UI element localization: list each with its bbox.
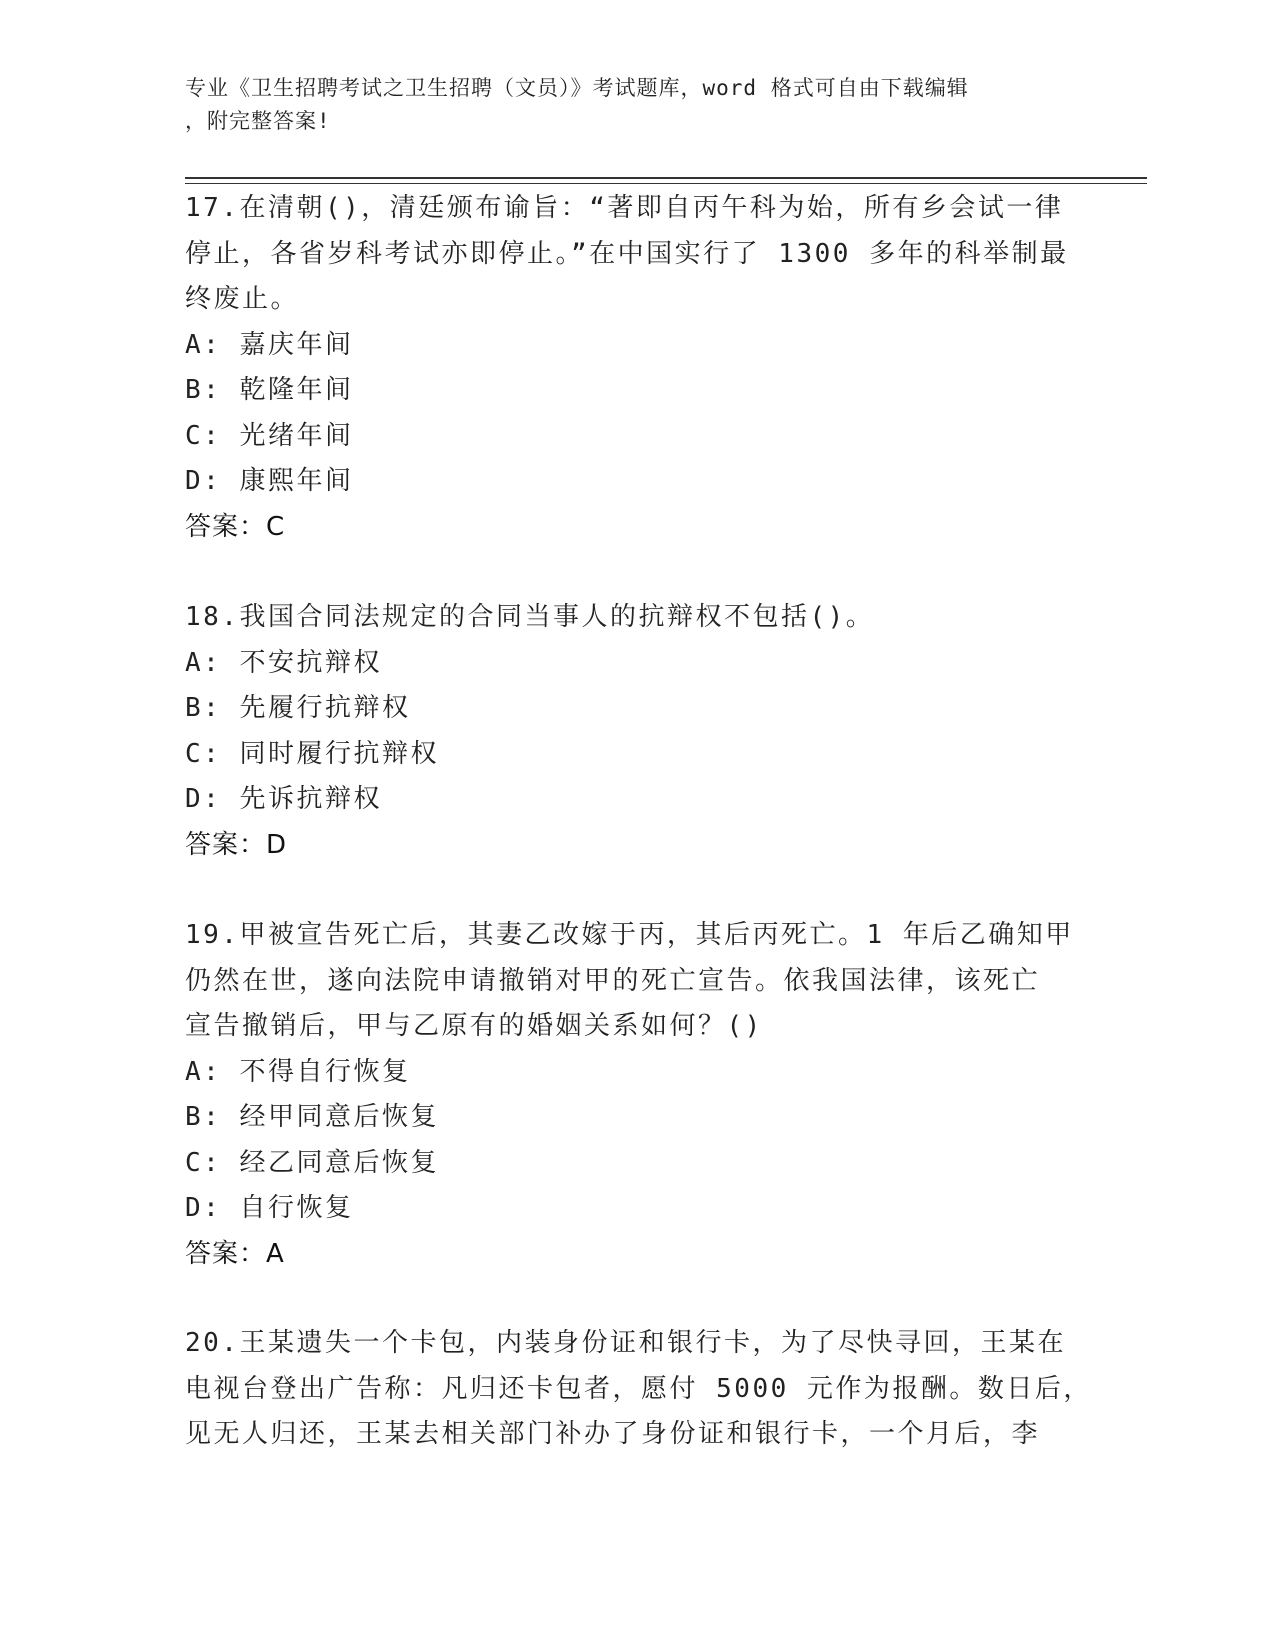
option-c: C: 同时履行抗辩权 bbox=[185, 738, 439, 769]
question-18 bbox=[185, 595, 874, 868]
question-text-line: 20.王某遗失一个卡包，内装身份证和银行卡，为了尽快寻回，王某在 bbox=[185, 1328, 1066, 1358]
option-a: A: 不得自行恢复 bbox=[185, 1056, 411, 1087]
question-text-line: 19.甲被宣告死亡后，其妻乙改嫁于丙，其后丙死亡。1 年后乙确知甲 bbox=[185, 920, 1074, 950]
question-text-line: 仍然在世，遂向法院申请撤销对甲的死亡宣告。依我国法律，该死亡 bbox=[185, 965, 1041, 996]
question-text-line: 电视台登出广告称：凡归还卡包者，愿付 5000 元作为报酬。数日后， bbox=[185, 1373, 1092, 1404]
option-a: A: 不安抗辩权 bbox=[185, 647, 382, 678]
header-line-2: ，附完整答案! bbox=[185, 109, 331, 133]
question-text-line: 见无人归还，王某去相关部门补办了身份证和银行卡，一个月后，李 bbox=[185, 1419, 1041, 1449]
question-19 bbox=[185, 913, 1074, 1277]
option-a: A: 嘉庆年间 bbox=[185, 329, 354, 360]
document-header bbox=[185, 72, 1065, 138]
option-d: D: 自行恢复 bbox=[185, 1193, 354, 1223]
question-17 bbox=[185, 186, 1069, 550]
header-line-1: 专业《卫生招聘考试之卫生招聘（文员）》考试题库，word 格式可自由下载编辑 bbox=[185, 76, 969, 100]
header-divider-thick bbox=[185, 177, 1147, 179]
option-b: B: 乾隆年间 bbox=[185, 375, 354, 405]
option-d: D: 先诉抗辩权 bbox=[185, 784, 382, 814]
question-text-line: 终废止。 bbox=[185, 284, 300, 314]
header-divider-thin bbox=[185, 183, 1147, 184]
answer-label: 答案：A bbox=[185, 1238, 285, 1269]
option-c: C: 光绪年间 bbox=[185, 420, 354, 451]
answer-label: 答案：D bbox=[185, 829, 288, 860]
question-text-line: 18.我国合同法规定的合同当事人的抗辩权不包括()。 bbox=[185, 602, 875, 632]
option-b: B: 经甲同意后恢复 bbox=[185, 1102, 439, 1132]
question-text-line: 停止，各省岁科考试亦即停止。”在中国实行了 1300 多年的科举制最 bbox=[185, 238, 1069, 269]
question-text-line: 宣告撤销后，甲与乙原有的婚姻关系如何？() bbox=[185, 1011, 763, 1041]
question-text-line: 17.在清朝()，清廷颁布谕旨：“著即自丙午科为始，所有乡会试一律 bbox=[185, 193, 1064, 223]
option-c: C: 经乙同意后恢复 bbox=[185, 1147, 439, 1178]
question-20 bbox=[185, 1321, 1092, 1458]
answer-label: 答案：C bbox=[185, 511, 286, 542]
option-b: B: 先履行抗辩权 bbox=[185, 693, 411, 723]
option-d: D: 康熙年间 bbox=[185, 466, 354, 496]
